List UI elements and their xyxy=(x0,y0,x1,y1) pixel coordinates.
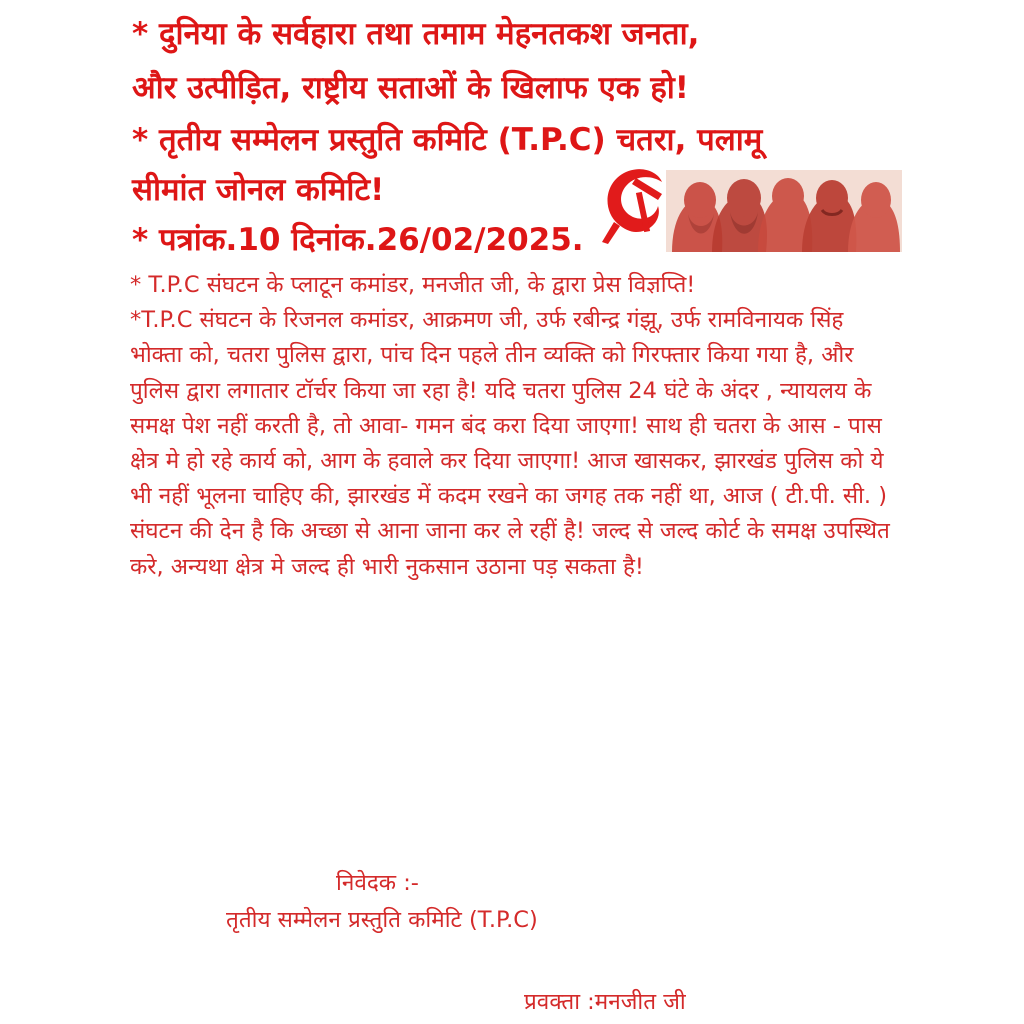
signature-label: निवेदक :- xyxy=(336,870,419,896)
body-paragraph-1: * T.P.C संघटन के प्लाटून कमांडर, मनजीत जी, के द्वारा प्रेस विज्ञप्ति! xyxy=(130,272,696,298)
header-line-3: * तृतीय सम्मेलन प्रस्तुति कमिटि (T.P.C) चतरा, पलामू xyxy=(132,122,763,158)
header-line-4: सीमांत जोनल कमिटि! xyxy=(132,172,385,208)
letter-number-date: * पत्रांक.10 दिनांक.26/02/2025. xyxy=(132,222,584,258)
signature-spokesperson: प्रवक्ता :मनजीत जी xyxy=(524,989,686,1015)
header-line-2: और उत्पीड़ित, राष्ट्रीय सताओं के खिलाफ एक हो! xyxy=(132,70,689,106)
body-paragraph-2: *T.P.C संघटन के रिजनल कमांडर, आक्रमण जी, उर्फ रबीन्द्र गंझू, उर्फ रामविनायक सिंह भोक्ता को, चतरा पुलिस द्वारा, पांच दिन पहले तीन व्यक्ति को गिरफ्तार किया गया है, और पुलिस द्वारा लगातार टॉर्चर किया जा रहा है! यदि चतरा पुलिस 24 घंटे के अंदर , न्यायलय के समक्ष पेश नहीं करती है, तो आवा- गमन बंद करा दिया जाएगा! साथ ही चतरा के आस - पास क्षेत्र मे हो रहे कार्य को, आग के हवाले कर दिया जाएगा! आज खासकर, झारखंड पुलिस को ये भी नहीं भूलना चाहिए की, झारखंड में कदम रखने का जगह तक नहीं था, आज ( टी.पी. सी. ) संघटन की देन है कि अच्छा से आना जाना कर ले रहीं है! जल्द से जल्द कोर्ट के समक्ष उपस्थित करे, अन्यथा क्षेत्र मे जल्द ही भारी नुकसान उठाना पड़ सकता है! xyxy=(130,307,890,580)
hammer-sickle-icon xyxy=(596,158,676,248)
signature-organization: तृतीय सम्मेलन प्रस्तुति कमिटि (T.P.C) xyxy=(226,907,538,933)
press-release-body xyxy=(130,268,890,585)
leaders-portrait-icon xyxy=(666,170,902,252)
header-line-1: * दुनिया के सर्वहारा तथा तमाम मेहनतकश जनता, xyxy=(132,16,700,52)
